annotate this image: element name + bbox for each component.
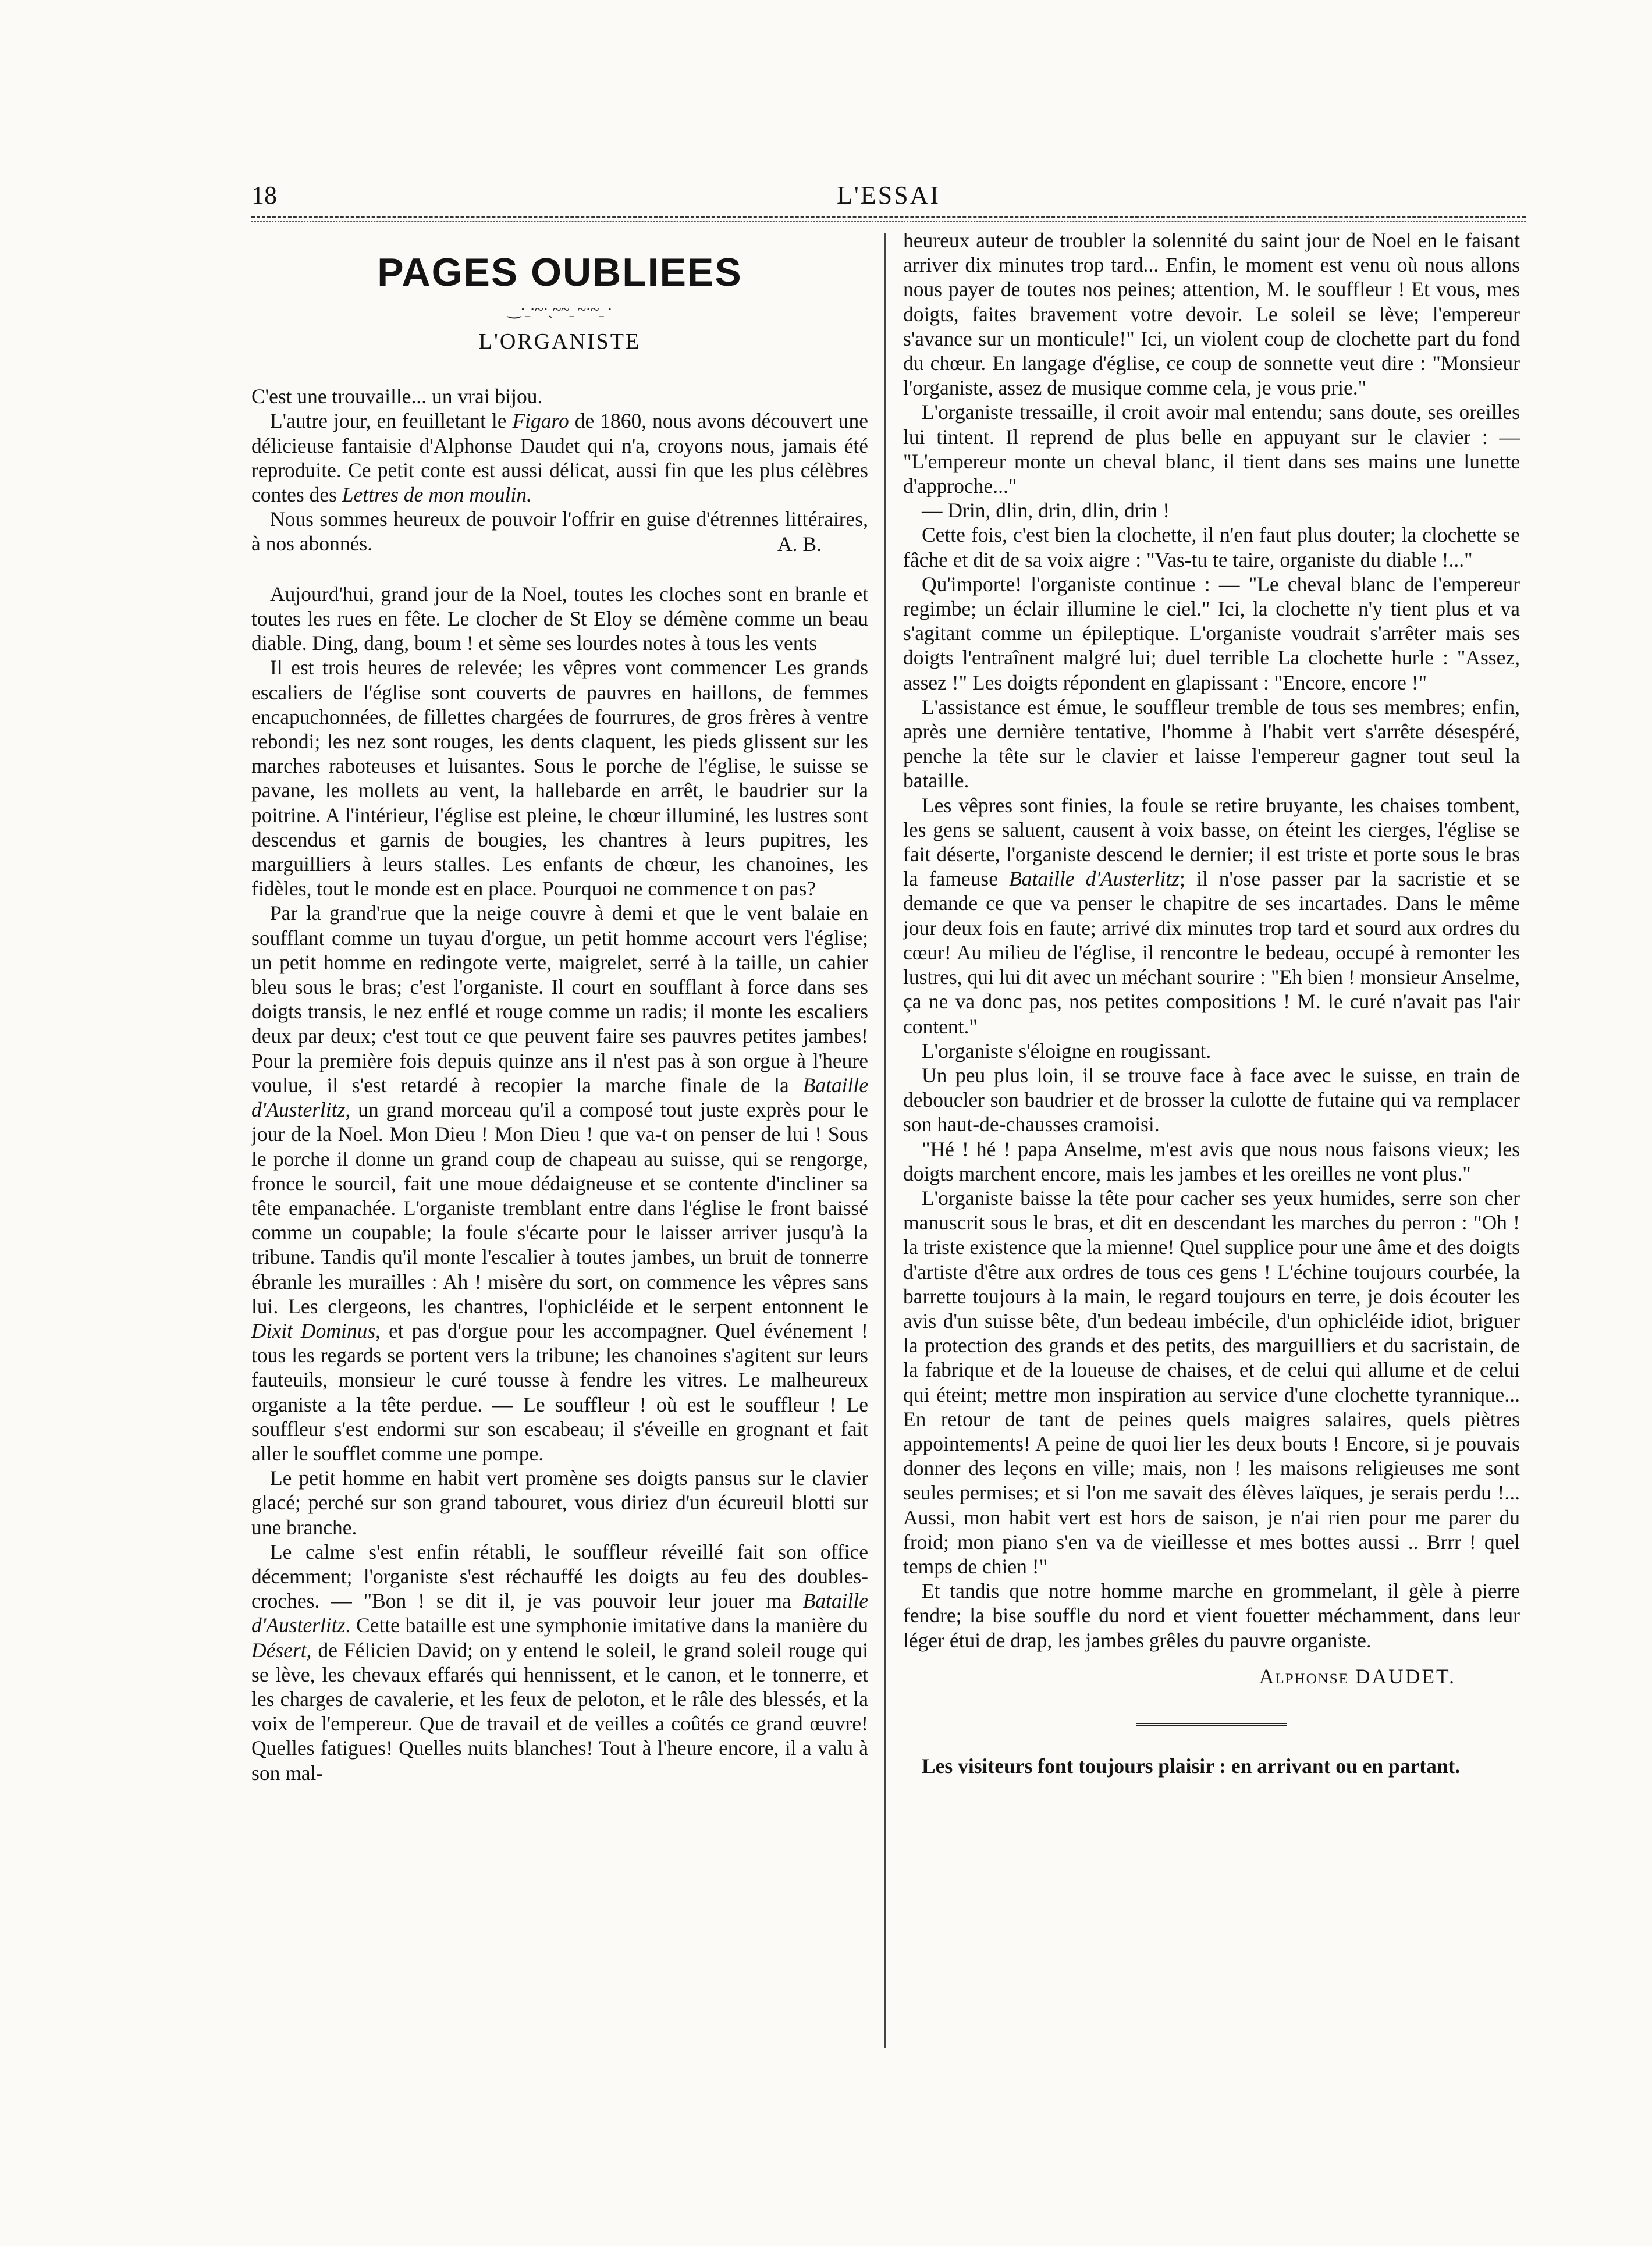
figaro-title: Figaro [512,409,569,433]
story-paragraph-2: Il est trois heures de relevée; les vêpres vont commencer Les grands escaliers de l'église sont couverts de pauvres en haillons, de femmes encapuchonnées, de fillettes chargées de fourrures, de gros frères à ventre rebondi; les nez sont rouges, les dents claquent, les pieds glissent sur les marches raboteuses et luisantes. Sous le porche de l'église, le suisse se pavane, les mollets au vent, la hallebarde en arrêt, le baudrier sur la poitrine. A l'intérieur, l'église est pleine, le chœur illuminé, les lustres sont descendus et garnis de bougies, les chantres à leurs pupitres, les marguilliers à leurs stalles. Les enfants de chœur, les chanoines, les fidèles, tout le monde est en place. Pourquoi ne commence t on pas? [251,656,868,901]
story-paragraph-14: Un peu plus loin, il se trouve face à face avec le suisse, en train de deboucler son baudrier et de brosser la culotte de futaine qui va remplacer son haut-de-chausses cramoisi. [903,1063,1520,1136]
end-ornament [903,1708,1520,1733]
section-title: PAGES OUBLIEES [377,250,742,294]
page-header [251,180,1526,215]
story-paragraph-13: L'organiste s'éloigne en rougissant. [922,1039,1212,1062]
story-paragraph-7: L'organiste tressaille, il croit avoir mal entendu; sans doute, ses oreilles lui tintent. Il reprend de plus belle en appuyant sur le clavier : — "L'empereur monte un cheval blanc, il tient dans ses mains une lunette d'approche..." [903,400,1520,498]
right-column [903,228,1520,1778]
story-paragraph-4: Le petit homme en habit vert promène ses doigts pansus sur le clavier glacé; perché sur son grand tabouret, vous diriez d'un écureuil blotti sur une branche. [251,1466,868,1539]
author-signature: Alphonse DAUDET. [1259,1664,1456,1688]
intro-paragraph-1: C'est une trouvaille... un vrai bijou. [251,385,543,408]
story-paragraph-15: "Hé ! hé ! papa Anselme, m'est avis que nous nous faisons vieux; les doigts marchent encore, mais les jambes et les oreilles ne vont plus." [903,1137,1520,1185]
story-paragraph-8: — Drin, dlin, drin, dlin, drin ! [922,499,1170,523]
story-paragraph-16: L'organiste baisse la tête pour cacher ses yeux humides, serre son cher manuscrit sous le bras, et dit en descendant les marches du perron : "Oh ! la triste existence que la mienne! Quel supplice pour une âme et des doigts d'artiste d'être aux ordres de tous ces gens ! L'échine toujours courbée, la barrette toujours à la main, le regard toujours en terre, je dois écouter les avis d'un suisse bête, d'un bedeau imbécile, d'un ophicléide idiot, briguer la protection des grands et des petits, des marguilliers et du sacristain, de la fabrique et de la loueuse de chaises, et de celui qui allume et de celui qui éteint; mettre mon inspiration au service d'une clochette tyrannique... En retour de tant de peines quels maigres salaires, quels piètres appointements! A peine de quoi lier les deux bouts ! Encore, si je pouvais donner des leçons en ville; mais, non ! les maisons religieuses me sont seules permises; et si l'on me savait des élèves laïques, je serais perdu !... Aussi, mon habit vert est hors de saison, je n'ai rien pour me parer du froid; mon piano s'en va de vieillesse et mes bottes aussi .. Brrr ! quel temps de chien !" [903,1186,1520,1578]
story-paragraph-1: Aujourd'hui, grand jour de la Noel, toutes les cloches sont en branle et toutes les rues en fête. Le clocher de St Eloy se démène comme un beau diable. Ding, dang, boum ! et sème ses lourdes notes à tous les vents [251,582,868,655]
page-number: 18 [251,181,277,209]
story-paragraph-5: Le calme s'est enfin rétabli, le souffleur réveillé fait son office décemment; l'organiste s'est réchauffé les doigts au feu des doubles-croches. — "Bon ! se dit il, je vas pouvoir leur jouer ma Bataille d'Austerlitz. Cette bataille est une symphonie imitative dans la manière du Désert, de Félicien David; on y entend le soleil, le grand soleil rouge qui se lève, les chevaux effarés qui hennissent, et le canon, et le tonnerre, et les charges de cavalerie, et les feux de peloton, et le râle des blessés, et la voix de l'empereur. Que de travail et de veilles a coûtés ce grand œuvre! Quelles fatigues! Quelles nuits blanches! Tout à l'heure encore, il a valu à son mal- [251,1540,868,1785]
title-ornament: ‿·ˍ·~·ˏ~~ˍ ~·~ˍ · [507,301,612,319]
story-paragraph-3: Par la grand'rue que la neige couvre à demi et que le vent balaie en soufflant comme un tuyau d'orgue, un petit homme accourt vers l'église; un petit homme en redingote verte, maigrelet, serré à la taille, un cahier bleu sous le bras; c'est l'organiste. Il court en soufflant à force dans ses doigts transis, le nez enflé et rouge comme un radis; il monte les escaliers deux par deux; c'est tout ce que peuvent faire ses pauvres petites jambes! Pour la première fois depuis quinze ans il n'est pas à son orgue à l'heure voulue, il s'est retardé à recopier la marche finale de la Bataille d'Austerlitz, un grand morceau qu'il a composé tout juste exprès pour le jour de la Noel. Mon Dieu ! Mon Dieu ! que va-t on penser de lui ! Sous le porche il donne un grand coup de chapeau au suisse, qui se rengorge, fronce le sourcil, fait une moue dédaigneuse et se contente d'incliner sa tête empanachée. L'organiste tremblant entre dans l'église le front baissé comme un coupable; la foule s'écarte pour le laisser arriver jusqu'à la tribune. Tandis qu'il monte l'escalier à toutes jambes, un bruit de tonnerre ébranle les murailles : Ah ! misère du sort, on commence les vêpres sans lui. Les clergeons, les chantres, l'ophicléide et le serpent entonnent le Dixit Dominus, et pas d'orgue pour les accompagner. Quel événement ! tous les regards se portent vers la tribune; les chanoines s'agitent sur leurs fauteuils, monsieur le curé tousse à fendre les vitres. Le malheureux organiste a la tête perdue. — Le souffleur ! où est le souffleur ! Le souffleur s'est endormi sur son escabeau; il s'éveille en grognant et fait aller le soufflet comme une pompe. [251,901,869,1465]
story-paragraph-6: heureux auteur de troubler la solennité du saint jour de Noel en le faisant arriver dix minutes trop tard... Enfin, le moment est venu où nous allons nous payer de toutes nos peines; attention, M. le souffleur ! Et vous, mes doigts, faites bravement votre devoir. Le soleil se lève; l'empereur s'avance sur un monticule!" Ici, un violent coup de clochette part du fond du chœur. En langage d'église, ce coup de sonnette veut dire : "Monsieur l'organiste, assez de musique comme cela, je vous prie." [903,229,1520,400]
story-paragraph-12: Les vêpres sont finies, la foule se retire bruyante, les chaises tombent, les gens se saluent, causent à voix basse, on éteint les cierges, l'église se fait déserte, l'organiste descend le dernier; il est triste et porte sous le bras la fameuse Bataille d'Austerlitz; il n'ose passer par la sacristie et se demande ce que va penser le chapitre de ses incartades. Dans le même jour deux fois en faute; arrivé dix minutes trop tard et sourd aux ordres du cœur! Au milieu de l'église, il rencontre le bedeau, occupé à remonter les lustres, qui lui dit avec un méchant sourire : "Eh bien ! monsieur Anselme, ça ne va donc pas, nos petites compositions ! M. le curé n'avait pas l'air content." [903,793,1520,1038]
header-rule [251,216,1526,218]
lettres-title: Lettres de mon moulin. [342,483,532,507]
intro-paragraph-3: Nous sommes heureux de pouvoir l'offrir en guise d'étrennes littéraires, à nos abonnés. A. B. [251,507,868,556]
intro-initials: A. B. [777,532,822,556]
story-paragraph-9: Cette fois, c'est bien la clochette, il n'en faut plus douter; la clochette se fâche et dit de sa voix aigre : "Vas-tu te taire, organiste du diable !..." [903,523,1520,571]
left-column [251,233,868,1785]
story-paragraph-11: L'assistance est émue, le souffleur tremble de tous ses membres; enfin, après une dernière tentative, l'homme à l'habit vert s'arrête désespéré, penche la tête sur le clavier et laisse l'empereur gagner tout seul la bataille. [903,695,1520,793]
article-subtitle: L'ORGANISTE [478,329,641,354]
header-rule-secondary [251,221,1526,222]
running-head: L'ESSAI [836,181,941,209]
closing-note: Les visiteurs font toujours plaisir : en arrivant ou en partant. [922,1754,1461,1778]
story-paragraph-10: Qu'importe! l'organiste continue : — "Le cheval blanc de l'empereur regimbe; un éclair illumine le ciel." Ici, la clochette n'y tient plus et va s'agitant comme un épileptique. L'organiste voudrait s'arrêter mais ses doigts l'entraînent malgré lui; duel terrible La clochette hurle : "Assez, assez !" Les doigts répondent en glapissant : "Encore, encore !" [903,572,1520,694]
column-divider [884,233,886,2048]
story-paragraph-17: Et tandis que notre homme marche en grommelant, il gèle à pierre fendre; la bise souffle du nord et vient fouetter méchamment, dans leur léger étui de drap, les jambes grêles du pauvre organiste. [903,1579,1520,1652]
intro-paragraph-2: L'autre jour, en feuilletant le Figaro de 1860, nous avons découvert une délicieuse fantaisie d'Alphonse Daudet qui n'a, croyons nous, jamais été reproduite. Ce petit conte est aussi délicat, aussi fin que les plus célèbres contes des Lettres de mon moulin. [251,409,868,507]
